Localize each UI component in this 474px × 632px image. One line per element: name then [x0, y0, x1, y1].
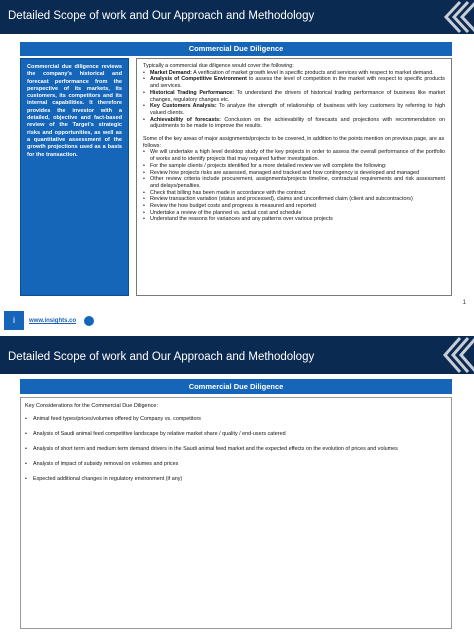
website-link[interactable]: www.insights.co — [29, 318, 77, 324]
title-banner — [0, 0, 474, 34]
areas-intro: Some of the key areas of major assignments/projects to be covered, in addition to the points mention on previous page, are as follows: — [143, 136, 445, 149]
list-item: • Expected additional changes in regulatory environment (if any) — [25, 476, 447, 483]
list-item: • Key Customers Analysis: To analyze the strength of relationship of business with key customers by referring to high valued clients. — [143, 103, 445, 116]
areas-list — [143, 149, 445, 223]
list-item: • Historical Trading Performance: To understand the drivers of historical trading performance of business like market changes, regulatory changes etc. — [143, 90, 445, 103]
list-item: • Analysis of Competitive Environment to assess the level of competition in the market with respect to specific products and services. — [143, 76, 445, 89]
summary-text: Commercial due diligence reviews the company's historical and forecast performance from the perspective of its markets, its customers, its competitors and its internal capabilities. It therefore provides the investor with a detailed, objective and fact-based review of the Target's strategic risks and opportunities, as well as a quantitative assessment of the growth projections used as a basis for the transaction. — [27, 64, 122, 158]
key-considerations — [20, 397, 452, 629]
list-item: • Other review criteria include procurement, assignments/projects timeline, contractual requirements and risk assessment and delays/penalties. — [143, 176, 445, 189]
chevron-decoration-icon — [430, 0, 474, 34]
cover-list — [143, 70, 445, 130]
chevron-decoration-icon — [430, 336, 474, 374]
list-item: • Analysis of Saudi animal feed competitive landscape by relative market share / quality / end-users catered — [25, 431, 447, 438]
logo-badge: i — [4, 311, 24, 330]
globe-icon[interactable] — [84, 316, 94, 326]
list-item: • Undertake a review of the planned vs. actual cost and schedule — [143, 210, 445, 217]
slide-title: Detailed Scope of work and Our Approach and Methodology — [8, 351, 315, 363]
list-item: • Understand the reasons for variances and any patterns over various projects — [143, 216, 445, 223]
page-number: 1 — [462, 300, 466, 306]
list-item: • Animal feed types/prices/volumes offered by Company vs. competitors — [25, 416, 447, 423]
slide-2 — [0, 336, 474, 632]
list-item: • Check that billing has been made in accordance with the contract — [143, 190, 445, 197]
cover-intro: Typically a commercial due diligence would cover the following: — [143, 63, 294, 69]
list-item: • Market Demand: A verification of market growth level in specific products and services with respect to market demand. — [143, 70, 445, 77]
list-item: • We will undertake a high level desktop study of the key projects in order to assess the overall performance of the portfolio of works and to identify projects that may required further investigation. — [143, 149, 445, 162]
considerations-list — [25, 416, 447, 483]
list-item: • For the sample clients / projects identified for a more detailed review we will complete the following: — [143, 163, 445, 170]
list-item: • Review the how budget costs and progress is measured and reported — [143, 203, 445, 210]
list-item: • Achievability of forecasts: Conclusion on the achievability of forecasts and projections with recommendation on adjustments to be made to improve the results. — [143, 117, 445, 130]
list-item: • Review how projects risks are assessed, managed and tracked and how contingency is developed and managed — [143, 170, 445, 177]
list-item: • Analysis of impact of subsidy removal on volumes and prices — [25, 461, 447, 468]
considerations-intro: Key Considerations for the Commercial Due Diligence: — [25, 403, 158, 409]
scope-content — [136, 58, 452, 296]
section-header: Commercial Due Diligence — [20, 379, 452, 394]
summary-panel — [20, 58, 129, 296]
slide-title: Detailed Scope of work and Our Approach and Methodology — [8, 10, 315, 22]
title-banner — [0, 336, 474, 374]
list-item: • Analysis of short term and medium term demand drivers in the Saudi animal feed market and the expected effects on the evolution of prices and volumes — [25, 446, 447, 453]
list-item: • Review transaction variation (status and processed), claims and unconfirmed claim (client and subcontractors) — [143, 196, 445, 203]
section-header: Commercial Due Diligence — [20, 42, 452, 56]
